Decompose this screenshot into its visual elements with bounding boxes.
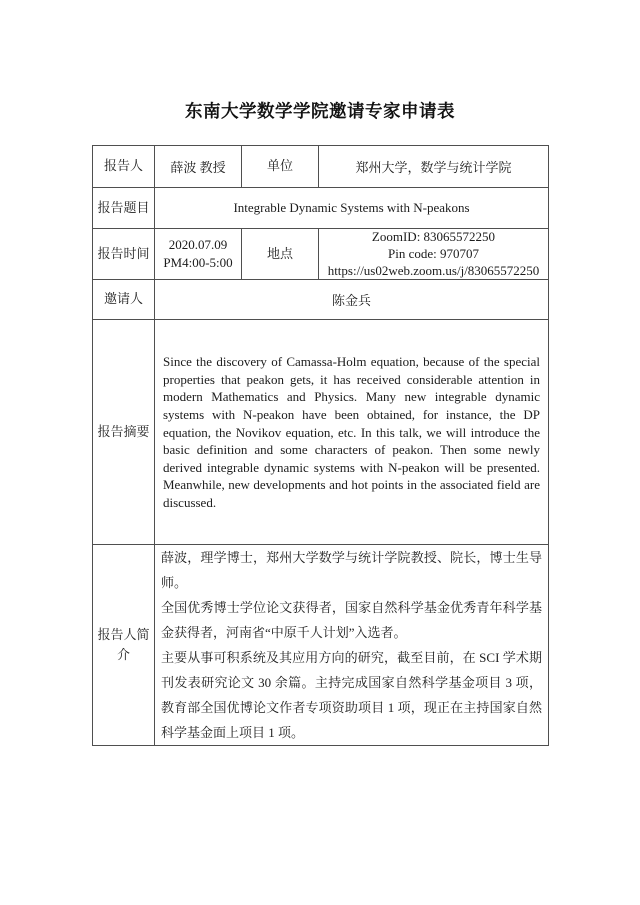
abstract-label: 报告摘要 (93, 320, 155, 545)
talk-date: 2020.07.09 (168, 236, 228, 252)
bio-row (93, 545, 549, 746)
topic-label: 报告题目 (93, 188, 155, 229)
topic-value: Integrable Dynamic Systems with N-peakons (155, 188, 549, 229)
bio-text (155, 545, 549, 746)
time-row (93, 229, 549, 280)
application-form-table (92, 145, 549, 746)
bio-label: 报告人简介 (93, 545, 155, 746)
place-value (319, 229, 549, 280)
speaker-name: 薛波 教授 (155, 146, 242, 188)
abstract-text: Since the discovery of Camassa-Holm equation, because of the special properties that peakon gets, it has received considerable attention in modern Mathematics and Physics. Many new integrable dynamic systems with N-peakon have been obtained, for instance, the DP equation, the Novikov equation, etc. In this talk, we will introduce the basic definition and some characters of peakon. Then some newly derived integrable dynamic systems with N-peakon will be presented. Meanwhile, new developments and hot points in the associated field are discussed. (155, 320, 549, 545)
bio-paragraph: 薛波，理学博士，郑州大学数学与统计学院教授、院长，博士生导师。 (161, 550, 542, 591)
bio-paragraph: 主要从事可积系统及其应用方向的研究，截至目前，在 SCI 学术期刊发表研究论文 30 余篇。主持完成国家自然科学基金项目 3 项，教育部全国优博论文作者专项资助项目 1 项，现正在主持国家自然科学基金面上项目 1 项。 (161, 650, 542, 741)
zoom-pin-code: Pin code: 970707 (388, 245, 479, 261)
topic-row (93, 188, 549, 229)
zoom-url: https://us02web.zoom.us/j/83065572250 (327, 262, 540, 278)
zoom-id: ZoomID: 83065572250 (371, 229, 496, 244)
unit-label: 单位 (242, 146, 319, 188)
speaker-label: 报告人 (93, 146, 155, 188)
time-label: 报告时间 (93, 229, 155, 280)
talk-time: PM4:00-5:00 (163, 255, 233, 271)
time-value (155, 229, 242, 280)
inviter-label: 邀请人 (93, 280, 155, 320)
inviter-value: 陈金兵 (155, 280, 549, 320)
speaker-row (93, 146, 549, 188)
inviter-row (93, 280, 549, 320)
document-title: 东南大学数学学院邀请专家申请表 (185, 101, 455, 121)
bio-paragraph: 全国优秀博士学位论文获得者，国家自然科学基金优秀青年科学基金获得者，河南省“中原千人计划”入选者。 (161, 600, 542, 641)
place-label: 地点 (242, 229, 319, 280)
abstract-row (93, 320, 549, 545)
unit-value: 郑州大学，数学与统计学院 (319, 146, 549, 188)
